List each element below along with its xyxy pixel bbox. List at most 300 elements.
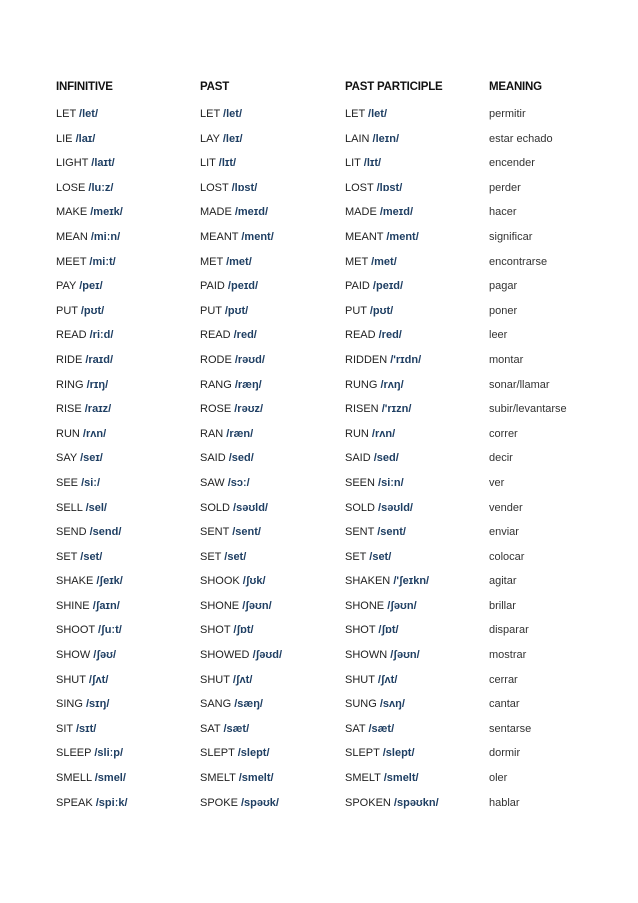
cell-meaning: sonar/llamar (489, 378, 550, 391)
cell-meaning: cantar (489, 698, 520, 711)
past-participle-ipa: /ʃʌt/ (377, 673, 398, 686)
cell-past (200, 795, 279, 812)
cell-infinitive (56, 254, 116, 271)
cell-past-participle (345, 106, 387, 123)
cell-past (200, 278, 258, 295)
table-row (56, 573, 626, 598)
past-word: SET (200, 550, 222, 563)
past-word: SOLD (200, 501, 230, 514)
past-word: SMELT (200, 772, 236, 785)
cell-past (200, 745, 270, 762)
cell-past-participle (345, 598, 417, 615)
cell-infinitive (56, 401, 111, 418)
infinitive-ipa: /rɪŋ/ (86, 378, 109, 391)
cell-meaning: perder (489, 181, 521, 194)
table-row (56, 721, 626, 746)
cell-past (200, 696, 263, 713)
past-word: SAW (200, 476, 225, 489)
cell-infinitive (56, 204, 123, 221)
infinitive-ipa: /ʃuːt/ (97, 624, 122, 637)
cell-infinitive (56, 696, 109, 713)
cell-past (200, 450, 254, 467)
cell-past-participle (345, 475, 404, 492)
past-ipa: /meɪd/ (234, 206, 269, 219)
cell-infinitive (56, 745, 123, 762)
cell-meaning: enviar (489, 526, 519, 539)
infinitive-word: RISE (56, 403, 82, 416)
infinitive-ipa: /send/ (89, 526, 122, 539)
past-participle-word: MET (345, 255, 369, 268)
past-participle-ipa: /ʃɒt/ (378, 624, 399, 637)
cell-past (200, 204, 268, 221)
past-participle-word: SHONE (345, 599, 385, 612)
past-word: SANG (200, 698, 232, 711)
table-row (56, 106, 626, 131)
past-word: SHOT (200, 624, 231, 637)
cell-infinitive (56, 131, 95, 148)
table-row (56, 254, 626, 279)
past-ipa: /ʃəʊn/ (242, 599, 272, 612)
infinitive-ipa: /luːz/ (88, 181, 114, 194)
cell-past-participle (345, 180, 402, 197)
infinitive-word: SEE (56, 476, 79, 489)
cell-past (200, 549, 246, 566)
cell-past-participle (345, 278, 403, 295)
cell-past (200, 254, 252, 271)
header-meaning: MEANING (489, 81, 542, 93)
cell-past (200, 770, 274, 787)
cell-past-participle (345, 696, 405, 713)
cell-past (200, 303, 248, 320)
past-ipa: /səʊld/ (233, 501, 268, 514)
infinitive-ipa: /let/ (79, 108, 98, 120)
past-word: RANG (200, 378, 232, 391)
past-word: PAID (200, 280, 225, 293)
past-word: LAY (200, 132, 220, 145)
cell-past-participle (345, 450, 399, 467)
table-row (56, 401, 626, 426)
cell-meaning: sentarse (489, 722, 532, 735)
infinitive-word: READ (56, 329, 87, 342)
cell-infinitive (56, 180, 113, 197)
cell-meaning: cerrar (489, 673, 518, 686)
header-past-participle: PAST PARTICIPLE (345, 81, 443, 93)
past-word: SLEPT (200, 747, 235, 760)
cell-infinitive (56, 450, 103, 467)
cell-past (200, 155, 236, 172)
past-ipa: /ʃʊk/ (242, 575, 266, 588)
infinitive-word: RUN (56, 427, 80, 440)
past-word: SAID (200, 452, 226, 465)
past-participle-ipa: /sent/ (377, 526, 406, 539)
past-participle-word: SLEPT (345, 747, 380, 760)
past-participle-ipa: /səʊld/ (378, 501, 413, 514)
table-row (56, 450, 626, 475)
infinitive-ipa: /peɪ/ (79, 280, 103, 293)
cell-infinitive (56, 106, 98, 123)
cell-infinitive (56, 622, 122, 639)
past-ipa: /ræŋ/ (234, 378, 262, 391)
table-row (56, 745, 626, 770)
table-row (56, 622, 626, 647)
cell-past (200, 500, 268, 517)
cell-past-participle (345, 672, 397, 689)
past-participle-ipa: /smelt/ (383, 772, 419, 785)
table-row (56, 278, 626, 303)
past-participle-word: SPOKEN (345, 796, 391, 809)
past-participle-ipa: /lɒst/ (376, 181, 403, 194)
past-participle-word: SUNG (345, 698, 377, 711)
cell-infinitive (56, 770, 126, 787)
past-participle-ipa: /lɪt/ (363, 157, 382, 170)
past-participle-word: RISEN (345, 403, 379, 416)
infinitive-word: LET (56, 108, 76, 120)
cell-meaning: subir/levantarse (489, 403, 567, 416)
past-word: SHUT (200, 673, 230, 686)
cell-meaning: ver (489, 476, 505, 489)
infinitive-word: MEAN (56, 230, 88, 243)
past-participle-ipa: /siːn/ (378, 476, 404, 489)
infinitive-ipa: /ʃeɪk/ (96, 575, 123, 588)
table-row (56, 500, 626, 525)
cell-past-participle (345, 155, 381, 172)
table-row (56, 672, 626, 697)
past-ipa: /rəʊz/ (234, 403, 264, 416)
cell-past (200, 401, 263, 418)
cell-past-participle (345, 524, 406, 541)
past-ipa: /sæŋ/ (234, 698, 263, 711)
cell-infinitive (56, 352, 113, 369)
past-ipa: /peɪd/ (227, 280, 259, 293)
cell-meaning: encender (489, 157, 535, 170)
past-participle-ipa: /ment/ (386, 230, 419, 243)
past-word: SHONE (200, 599, 240, 612)
infinitive-ipa: /miːn/ (90, 230, 121, 243)
table-row (56, 229, 626, 254)
table-row (56, 524, 626, 549)
past-participle-ipa: /meɪd/ (379, 206, 414, 219)
cell-past-participle (345, 573, 429, 590)
past-participle-ipa: /sæt/ (368, 722, 395, 735)
cell-past (200, 229, 274, 246)
cell-infinitive (56, 524, 121, 541)
cell-past (200, 524, 261, 541)
past-participle-ipa: /slept/ (382, 747, 415, 760)
infinitive-word: LIE (56, 132, 73, 145)
past-participle-word: SEEN (345, 476, 375, 489)
infinitive-ipa: /laɪ/ (75, 132, 96, 145)
infinitive-ipa: /spiːk/ (95, 796, 128, 809)
infinitive-ipa: /raɪd/ (85, 353, 114, 366)
cell-past-participle (345, 401, 411, 418)
cell-meaning: dormir (489, 747, 521, 760)
infinitive-ipa: /seɪ/ (80, 452, 103, 465)
infinitive-ipa: /laɪt/ (91, 157, 115, 170)
cell-meaning: poner (489, 304, 518, 317)
past-word: LET (200, 108, 220, 120)
past-ipa: /ʃəʊd/ (252, 649, 283, 662)
cell-meaning: oler (489, 772, 508, 785)
infinitive-word: PAY (56, 280, 77, 293)
past-ipa: /sɔː/ (227, 476, 250, 489)
past-ipa: /spəʊk/ (240, 796, 279, 809)
cell-infinitive (56, 647, 116, 664)
cell-past-participle (345, 229, 419, 246)
past-participle-word: RUN (345, 427, 369, 440)
cell-meaning: significar (489, 230, 533, 243)
cell-infinitive (56, 278, 103, 295)
infinitive-ipa: /riːd/ (89, 329, 114, 342)
cell-meaning: agitar (489, 575, 517, 588)
infinitive-ipa: /set/ (80, 550, 103, 563)
cell-infinitive (56, 475, 100, 492)
past-ipa: /let/ (223, 108, 242, 120)
header-past: PAST (200, 81, 230, 93)
cell-past-participle (345, 647, 420, 664)
past-participle-ipa: /set/ (369, 550, 392, 563)
past-participle-word: READ (345, 329, 376, 342)
cell-past (200, 426, 253, 443)
cell-past-participle (345, 721, 394, 738)
past-ipa: /sæt/ (223, 722, 250, 735)
infinitive-ipa: /ʃʌt/ (88, 673, 109, 686)
infinitive-word: LOSE (56, 181, 86, 194)
past-participle-ipa: /red/ (378, 329, 402, 342)
infinitive-word: SHOW (56, 649, 91, 662)
past-participle-word: SET (345, 550, 367, 563)
cell-past-participle (345, 426, 395, 443)
past-participle-word: SHUT (345, 673, 375, 686)
cell-past (200, 573, 266, 590)
table-row (56, 180, 626, 205)
infinitive-word: SET (56, 550, 78, 563)
infinitive-word: LIGHT (56, 157, 89, 170)
table-row (56, 475, 626, 500)
cell-past (200, 327, 257, 344)
past-participle-word: RUNG (345, 378, 378, 391)
cell-past-participle (345, 303, 393, 320)
past-participle-word: SOLD (345, 501, 375, 514)
table-row (56, 155, 626, 180)
past-participle-word: SHOT (345, 624, 376, 637)
past-word: MEANT (200, 230, 239, 243)
past-participle-word: PAID (345, 280, 370, 293)
past-participle-word: RIDDEN (345, 353, 388, 366)
cell-meaning: pagar (489, 280, 518, 293)
past-word: SAT (200, 722, 221, 735)
cell-infinitive (56, 155, 115, 172)
cell-meaning: montar (489, 353, 524, 366)
past-word: SENT (200, 526, 230, 539)
past-word: SHOOK (200, 575, 240, 588)
infinitive-ipa: /ʃəʊ/ (93, 649, 117, 662)
cell-past (200, 377, 262, 394)
cell-meaning: hacer (489, 206, 517, 219)
past-participle-ipa: /met/ (371, 255, 397, 268)
table-row (56, 647, 626, 672)
cell-past-participle (345, 254, 397, 271)
past-participle-ipa: /ʃəʊn/ (387, 599, 417, 612)
past-word: MADE (200, 206, 232, 219)
past-ipa: /red/ (233, 329, 257, 342)
infinitive-ipa: /siː/ (81, 476, 101, 489)
infinitive-ipa: /sɪt/ (75, 722, 97, 735)
infinitive-word: SHINE (56, 599, 90, 612)
infinitive-word: PUT (56, 304, 78, 317)
infinitive-word: SING (56, 698, 83, 711)
cell-infinitive (56, 500, 107, 517)
past-ipa: /ʃɒt/ (233, 624, 254, 637)
past-ipa: /smelt/ (238, 772, 274, 785)
past-ipa: /ræn/ (226, 427, 254, 440)
table-row (56, 131, 626, 156)
header-infinitive: INFINITIVE (56, 81, 113, 93)
table-row (56, 377, 626, 402)
past-participle-word: SHOWN (345, 649, 388, 662)
cell-infinitive (56, 327, 113, 344)
past-ipa: /met/ (226, 255, 252, 268)
infinitive-ipa: /raɪz/ (84, 403, 112, 416)
cell-past-participle (345, 622, 399, 639)
past-participle-ipa: /leɪn/ (372, 132, 399, 145)
cell-past (200, 475, 250, 492)
cell-meaning: decir (489, 452, 513, 465)
cell-infinitive (56, 573, 123, 590)
past-participle-ipa: /pʊt/ (369, 304, 394, 317)
cell-past (200, 180, 257, 197)
past-participle-ipa: /peɪd/ (372, 280, 404, 293)
cell-meaning: permitir (489, 108, 526, 120)
past-word: SPOKE (200, 796, 238, 809)
past-participle-ipa: /sʌŋ/ (379, 698, 405, 711)
past-word: MET (200, 255, 224, 268)
cell-past (200, 352, 265, 369)
cell-past-participle (345, 745, 415, 762)
cell-infinitive (56, 721, 96, 738)
infinitive-word: MEET (56, 255, 87, 268)
cell-meaning: vender (489, 501, 523, 514)
past-participle-word: SAT (345, 722, 366, 735)
past-word: LIT (200, 157, 216, 170)
past-participle-word: SAID (345, 452, 371, 465)
past-word: PUT (200, 304, 222, 317)
past-ipa: /slept/ (237, 747, 270, 760)
table-header (56, 79, 626, 106)
infinitive-ipa: /smel/ (94, 772, 126, 785)
table-row (56, 303, 626, 328)
past-ipa: /sed/ (228, 452, 254, 465)
infinitive-word: SMELL (56, 772, 92, 785)
cell-past (200, 647, 282, 664)
irregular-verbs-table (56, 79, 626, 819)
cell-past (200, 106, 242, 123)
cell-past-participle (345, 795, 439, 812)
infinitive-ipa: /sel/ (85, 501, 107, 514)
past-participle-word: SENT (345, 526, 375, 539)
past-participle-ipa: /rʌŋ/ (380, 378, 404, 391)
cell-meaning: brillar (489, 599, 516, 612)
cell-meaning: correr (489, 427, 518, 440)
past-ipa: /sent/ (232, 526, 261, 539)
cell-meaning: estar echado (489, 132, 553, 145)
table-row (56, 426, 626, 451)
table-row (56, 696, 626, 721)
infinitive-word: SEND (56, 526, 87, 539)
past-ipa: /rəʊd/ (234, 353, 265, 366)
past-ipa: /leɪ/ (222, 132, 243, 145)
table-row (56, 204, 626, 229)
cell-infinitive (56, 377, 108, 394)
past-ipa: /pʊt/ (224, 304, 249, 317)
infinitive-word: SHOOT (56, 624, 95, 637)
cell-infinitive (56, 303, 104, 320)
past-ipa: /ment/ (241, 230, 274, 243)
infinitive-word: SIT (56, 722, 73, 735)
cell-past-participle (345, 377, 404, 394)
cell-infinitive (56, 426, 106, 443)
infinitive-word: MAKE (56, 206, 88, 219)
table-row (56, 327, 626, 352)
cell-meaning: mostrar (489, 649, 527, 662)
cell-past (200, 721, 249, 738)
past-word: LOST (200, 181, 229, 194)
infinitive-ipa: /sliːp/ (94, 747, 124, 760)
past-ipa: /set/ (224, 550, 247, 563)
cell-infinitive (56, 598, 120, 615)
past-word: RAN (200, 427, 224, 440)
cell-past-participle (345, 204, 413, 221)
infinitive-ipa: /miːt/ (89, 255, 116, 268)
past-participle-word: LOST (345, 181, 374, 194)
past-participle-ipa: /'ʃeɪkn/ (393, 575, 430, 588)
infinitive-ipa: /sɪŋ/ (85, 698, 110, 711)
cell-past (200, 598, 272, 615)
past-ipa: /lɪt/ (218, 157, 237, 170)
table-row (56, 352, 626, 377)
cell-meaning: colocar (489, 550, 525, 563)
infinitive-ipa: /rʌn/ (82, 427, 107, 440)
infinitive-word: SHAKE (56, 575, 94, 588)
past-participle-ipa: /rʌn/ (371, 427, 396, 440)
infinitive-word: SELL (56, 501, 83, 514)
cell-infinitive (56, 229, 120, 246)
infinitive-word: SLEEP (56, 747, 92, 760)
past-participle-ipa: /ʃəʊn/ (390, 649, 420, 662)
infinitive-ipa: /meɪk/ (90, 206, 123, 219)
past-word: SHOWED (200, 649, 250, 662)
cell-past-participle (345, 770, 419, 787)
cell-past (200, 131, 243, 148)
infinitive-ipa: /ʃaɪn/ (92, 599, 120, 612)
past-participle-ipa: /let/ (368, 108, 387, 120)
infinitive-word: SPEAK (56, 796, 93, 809)
cell-meaning: disparar (489, 624, 529, 637)
past-participle-word: LET (345, 108, 365, 120)
cell-past (200, 622, 254, 639)
table-row (56, 598, 626, 623)
table-row (56, 549, 626, 574)
past-word: RODE (200, 353, 232, 366)
past-word: READ (200, 329, 231, 342)
past-participle-word: MADE (345, 206, 377, 219)
cell-meaning: hablar (489, 796, 520, 809)
cell-past-participle (345, 352, 421, 369)
past-participle-ipa: /'rɪzn/ (381, 403, 412, 416)
past-participle-word: SHAKEN (345, 575, 391, 588)
past-participle-ipa: /spəʊkn/ (393, 796, 439, 809)
cell-past-participle (345, 549, 391, 566)
past-participle-word: MEANT (345, 230, 384, 243)
